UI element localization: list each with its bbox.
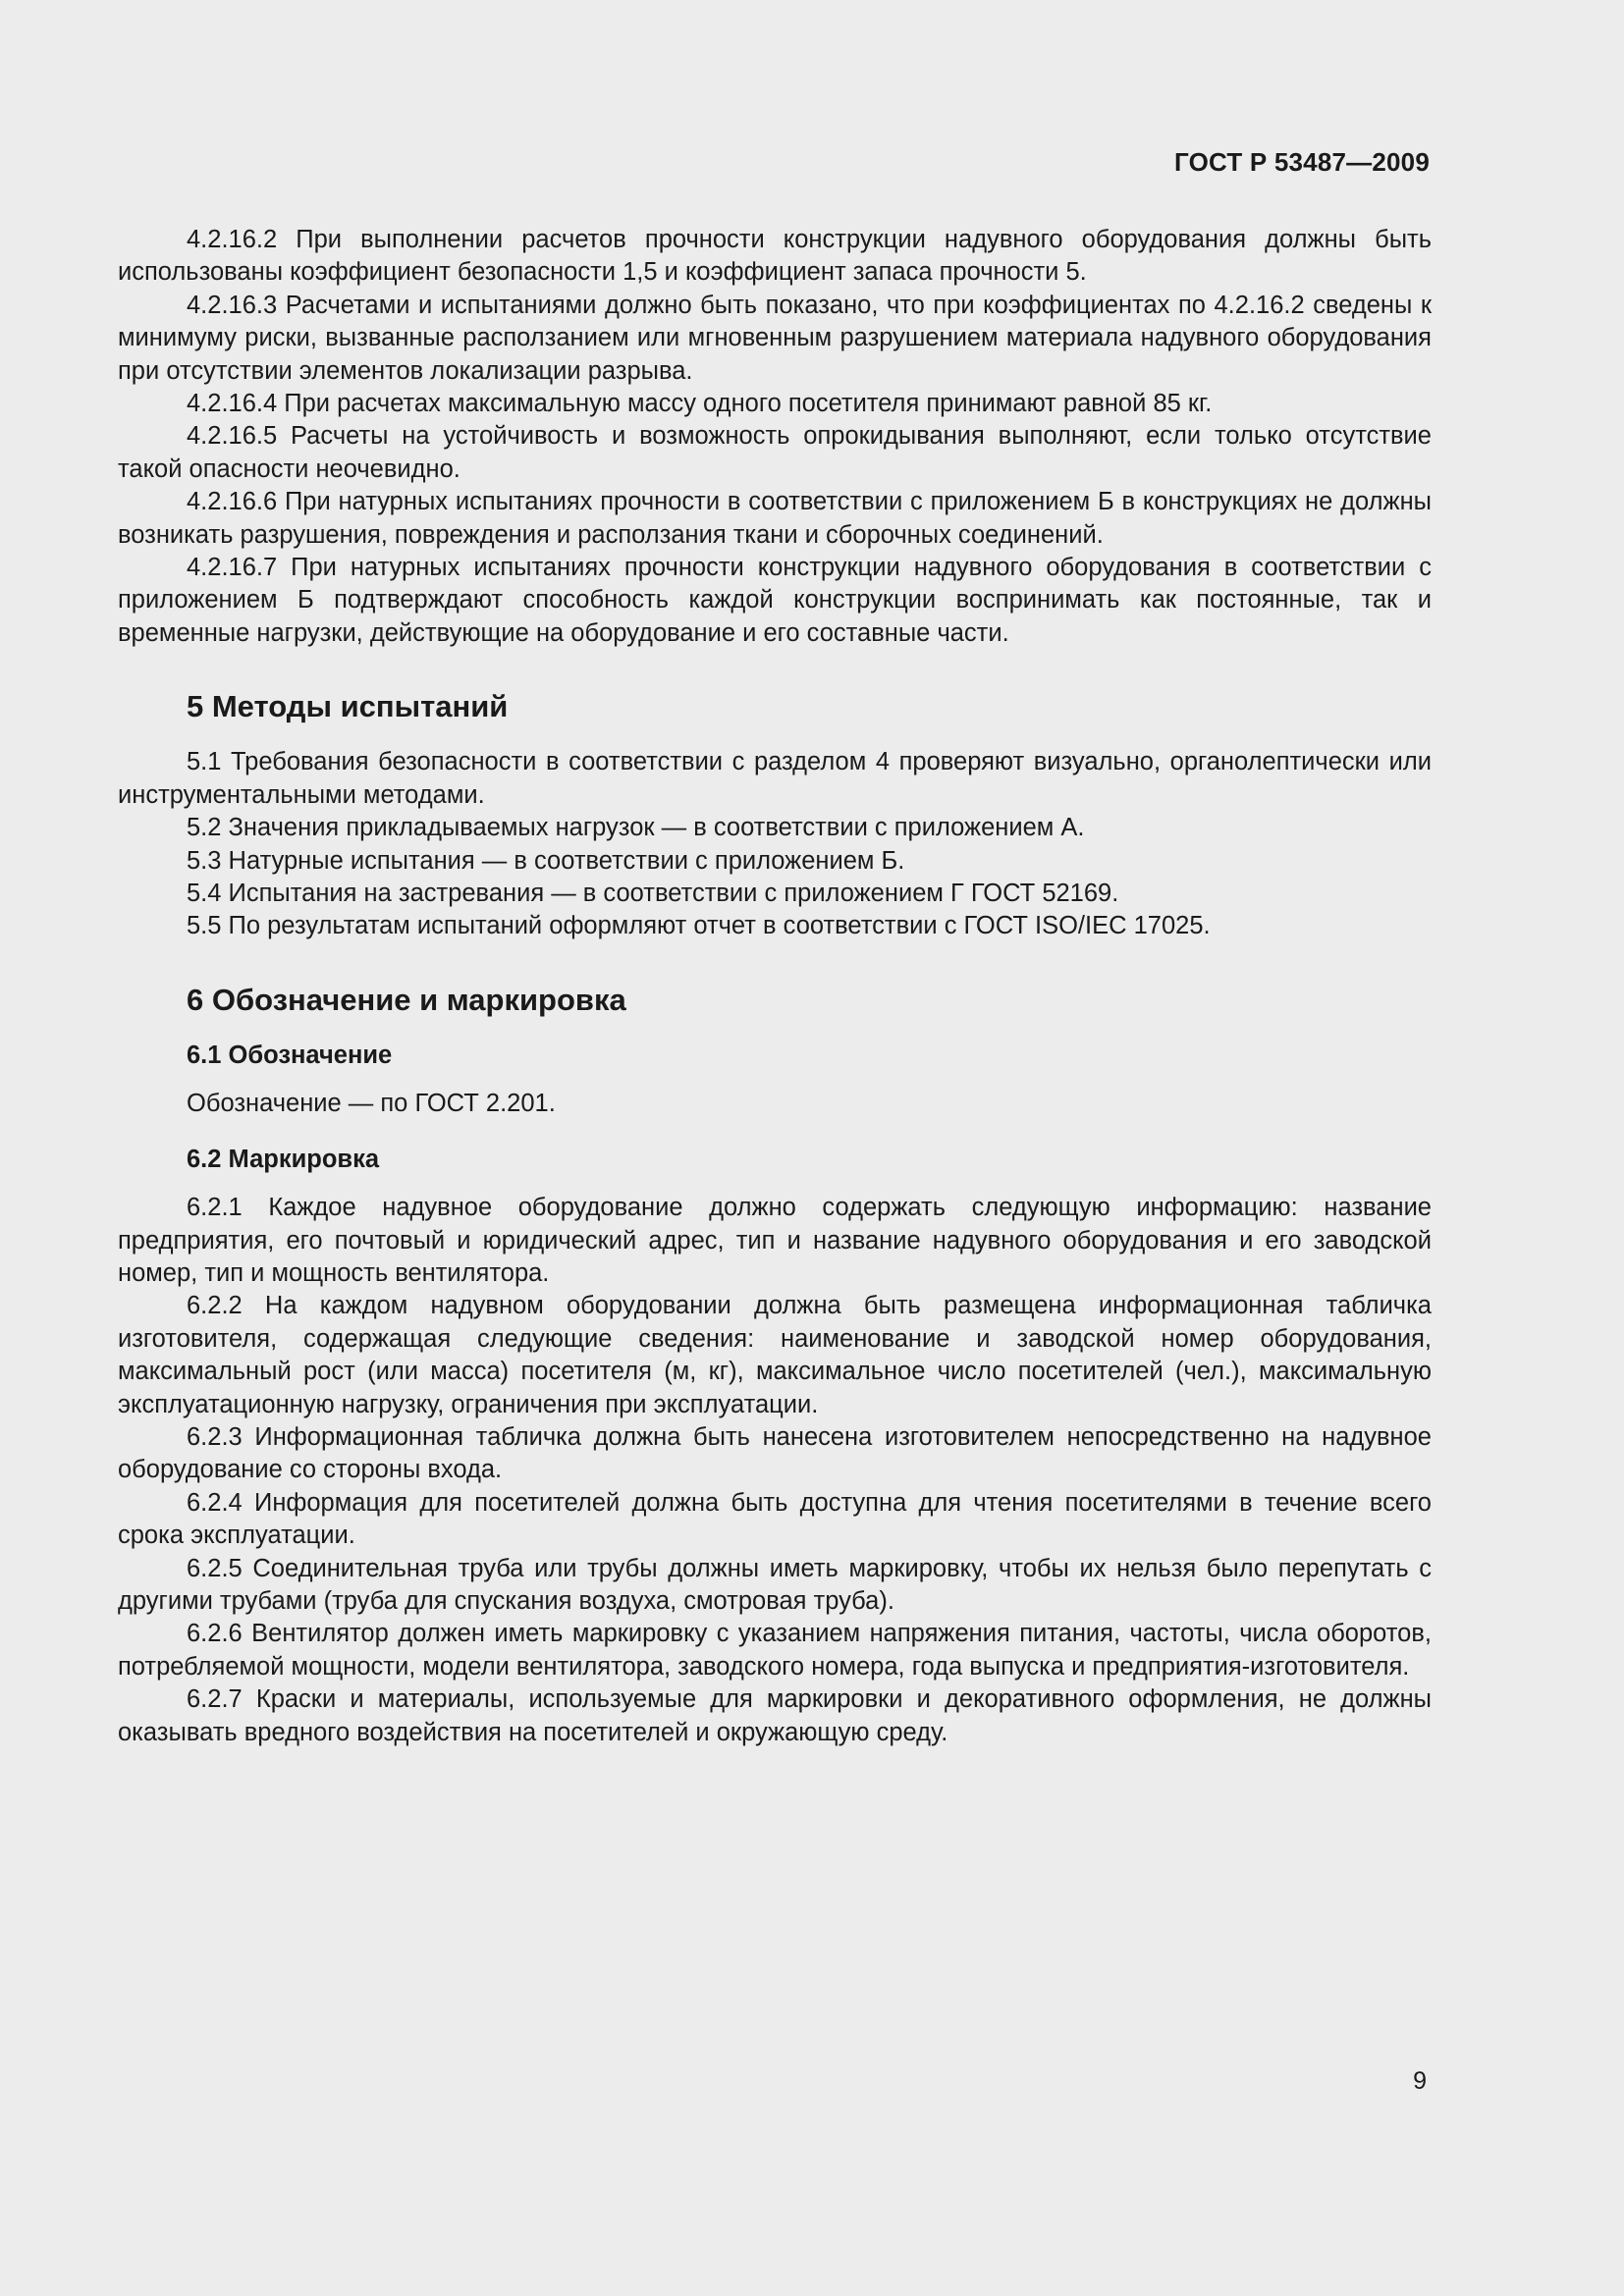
paragraph-6-2-5: 6.2.5 Соединительная труба или трубы должны иметь маркировку, чтобы их нельзя было перепутать с другими трубами (труба для спускания воздуха, смотровая труба). [118, 1554, 1432, 1615]
paragraph-4-2-16-4: 4.2.16.4 При расчетах максимальную массу одного посетителя принимают равной 85 кг. [187, 390, 1213, 418]
paragraph-6-2-6: 6.2.6 Вентилятор должен иметь маркировку с указанием напряжения питания, частоты, числа оборотов, потребляемой мощности, модели вентилятора, заводского номера, года выпуска и предприятия-изготовителя. [118, 1620, 1432, 1681]
paragraph-6-2-4: 6.2.4 Информация для посетителей должна быть доступна для чтения посетителями в течение всего срока эксплуатации. [118, 1488, 1432, 1550]
paragraph-6-2-1: 6.2.1 Каждое надувное оборудование должно содержать следующую информацию: название предприятия, его почтовый и юридический адрес, тип и название надувного оборудования и его заводской номер, тип и мощность вентилятора. [118, 1194, 1432, 1287]
page-number: 9 [1413, 2067, 1427, 2095]
paragraph-6-1: Обозначение — по ГОСТ 2.201. [187, 1089, 556, 1117]
paragraph-4-2-16-5: 4.2.16.5 Расчеты на устойчивость и возможность опрокидывания выполняют, если только отсутствие такой опасности неочевидно. [118, 422, 1432, 483]
document-body [118, 224, 1432, 1749]
subsection-6-2-heading: 6.2 Маркировка [187, 1146, 380, 1174]
subsection-6-1-heading: 6.1 Обозначение [187, 1041, 393, 1069]
paragraph-4-2-16-2: 4.2.16.2 При выполнении расчетов прочности конструкции надувного оборудования должны быть использованы коэффициент безопасности 1,5 и коэффициент запаса прочности 5. [118, 226, 1432, 287]
paragraph-6-2-2: 6.2.2 На каждом надувном оборудовании должна быть размещена информационная табличка изготовителя, содержащая следующие сведения: наименование и заводской номер оборудования, максимальный рост (или масса) посетителя (м, кг), максимальное число посетителей (чел.), максимальную эксплуатационную нагрузку, ограничения при эксплуатации. [118, 1292, 1432, 1418]
section-5-heading: 5 Методы испытаний [187, 689, 509, 724]
paragraph-5-3: 5.3 Натурные испытания — в соответствии с приложением Б. [187, 846, 905, 875]
paragraph-4-2-16-7: 4.2.16.7 При натурных испытаниях прочности конструкции надувного оборудования в соответствии с приложением Б подтверждают способность каждой конструкции воспринимать как постоянные, так и временные нагрузки, действующие на оборудование и его составные части. [118, 554, 1432, 647]
paragraph-5-5: 5.5 По результатам испытаний оформляют отчет в соответствии с ГОСТ ISO/IEC 17025. [187, 912, 1211, 940]
paragraph-4-2-16-3: 4.2.16.3 Расчетами и испытаниями должно быть показано, что при коэффициентах по 4.2.16.2 сведены к минимуму риски, вызванные расползанием или мгновенным разрушением материала надувного оборудования при отсутствии элементов локализации разрыва. [118, 291, 1432, 385]
paragraph-6-2-7: 6.2.7 Краски и материалы, используемые для маркировки и декоративного оформления, не должны оказывать вредного воздействия на посетителей и окружающую среду. [118, 1685, 1432, 1746]
paragraph-5-4: 5.4 Испытания на застревания — в соответствии с приложением Г ГОСТ 52169. [187, 879, 1119, 907]
paragraph-5-2: 5.2 Значения прикладываемых нагрузок — в соответствии с приложением А. [187, 814, 1085, 842]
document-header-title: ГОСТ Р 53487—2009 [1174, 147, 1430, 177]
paragraph-5-1: 5.1 Требования безопасности в соответствии с разделом 4 проверяют визуально, органолептически или инструментальными методами. [118, 748, 1432, 809]
paragraph-6-2-3: 6.2.3 Информационная табличка должна быть нанесена изготовителем непосредственно на надувное оборудование со стороны входа. [118, 1422, 1432, 1484]
section-6-heading: 6 Обозначение и маркировка [187, 982, 626, 1017]
paragraph-4-2-16-6: 4.2.16.6 При натурных испытаниях прочности в соответствии с приложением Б в конструкциях не должны возникать разрушения, повреждения и расползания ткани и сборочных соединений. [118, 488, 1432, 549]
